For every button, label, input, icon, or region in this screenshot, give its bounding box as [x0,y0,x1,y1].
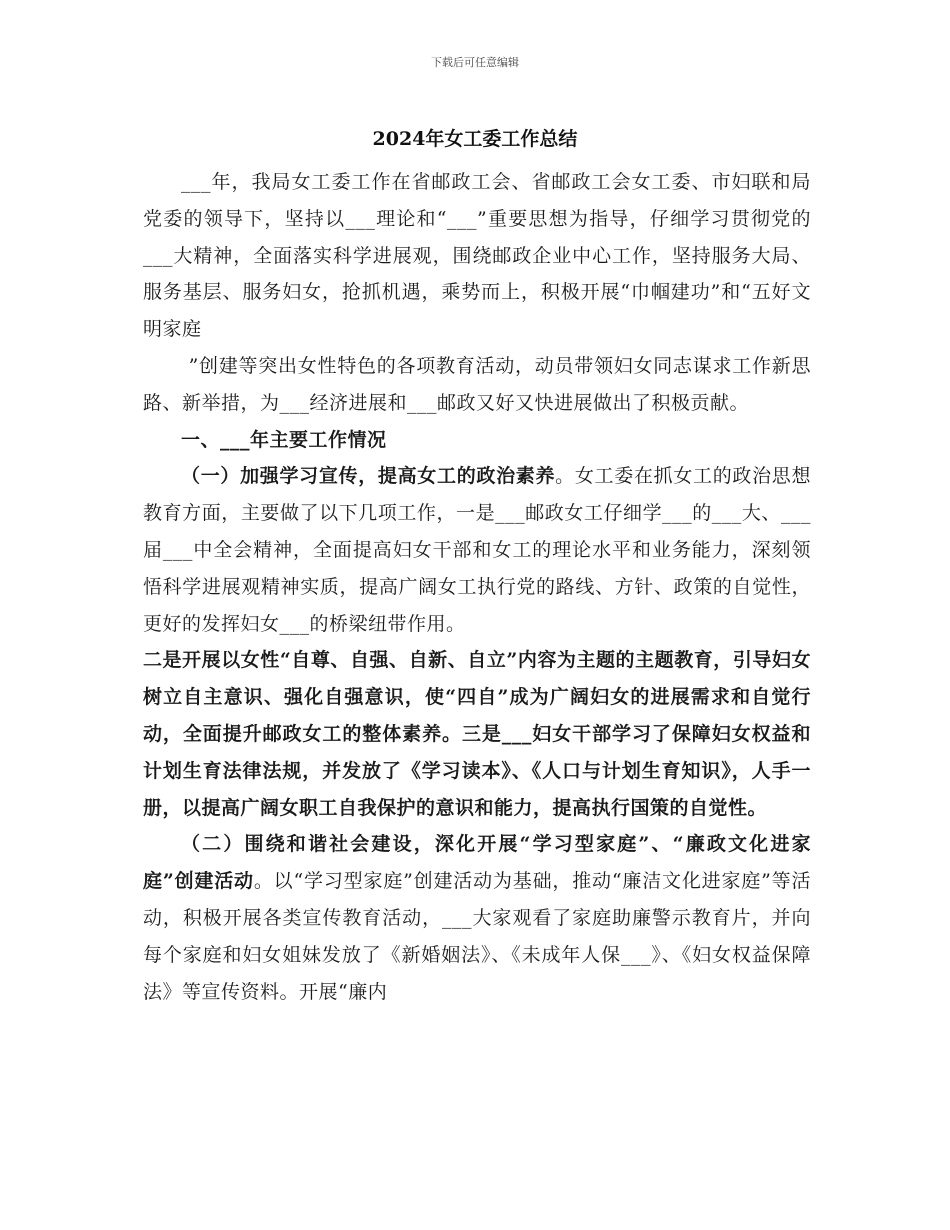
document-body [143,164,811,1010]
section-1-heading: 一、___年主要工作情况 [181,428,387,451]
intro-paragraph-1: ___年，我局女工委工作在省邮政工会、省邮政工会女工委、市妇联和局党委的领导下，坚持以___理论和“___”重要思想为指导，仔细学习贯彻党的___大精神，全面落实科学进展观，围绕邮政企业中心工作，坚持服务大局、服务基层、服务妇女，抢抓机遇，乘势而上，积极开展“巾帼建功”和“五好文明家庭 [143,171,811,341]
subsection-1-paragraph [143,458,811,642]
subsection-2-text: 。以“学习型家庭”创建活动为基础，推动“廉洁文化进家庭”等活动，积极开展各类宣传教育活动，___大家观看了家庭助廉警示教育片，并向每个家庭和妇女姐妹发放了《新婚姻法》、《未成年人保___》、《妇女权益保障法》等宣传资料。开展“廉内 [143,870,811,1003]
document-title: 2024年女工委工作总结 [372,128,578,150]
subsection-1-text: 。女工委在抓女工的政治思想教育方面，主要做了以下几项工作，一是___邮政女工仔细学___的___大、___届___中全会精神，全面提高妇女干部和女工的理论水平和业务能力，深刻领悟科学进展观精神实质，提高广阔女工执行党的路线、方针、政策的自觉性，更好的发挥妇女___的桥梁纽带作用。 [143,465,811,635]
subsection-1-bold-paragraph: 二是开展以女性“自尊、自强、自新、自立”内容为主题的主题教育，引导妇女树立自主意识、强化自强意识，使“四自”成为广阔妇女的进展需求和自觉行动，全面提升邮政女工的整体素养。三是___妇女干部学习了保障妇女权益和计划生育法律法规，并发放了《学习读本》、《人口与计划生育知识》，人手一册，以提高广阔女职工自我保护的意识和能力，提高执行国策的自觉性。 [143,649,811,819]
intro-paragraph-2: ”创建等突出女性特色的各项教育活动，动员带领妇女同志谋求工作新思路、新举措，为___经济进展和___邮政又好又快进展做出了积极贡献。 [143,354,811,414]
subsection-1-heading: （一）加强学习宣传，提高女工的政治素养 [181,465,556,488]
subsection-2-paragraph [143,826,811,1010]
subsection-2-heading: （二）围绕和谐社会建设，深化开展“学习型家庭”、“廉政文化进家庭”创建活动 [143,833,811,893]
page-header-note: 下载后可任意编辑 [431,56,519,69]
